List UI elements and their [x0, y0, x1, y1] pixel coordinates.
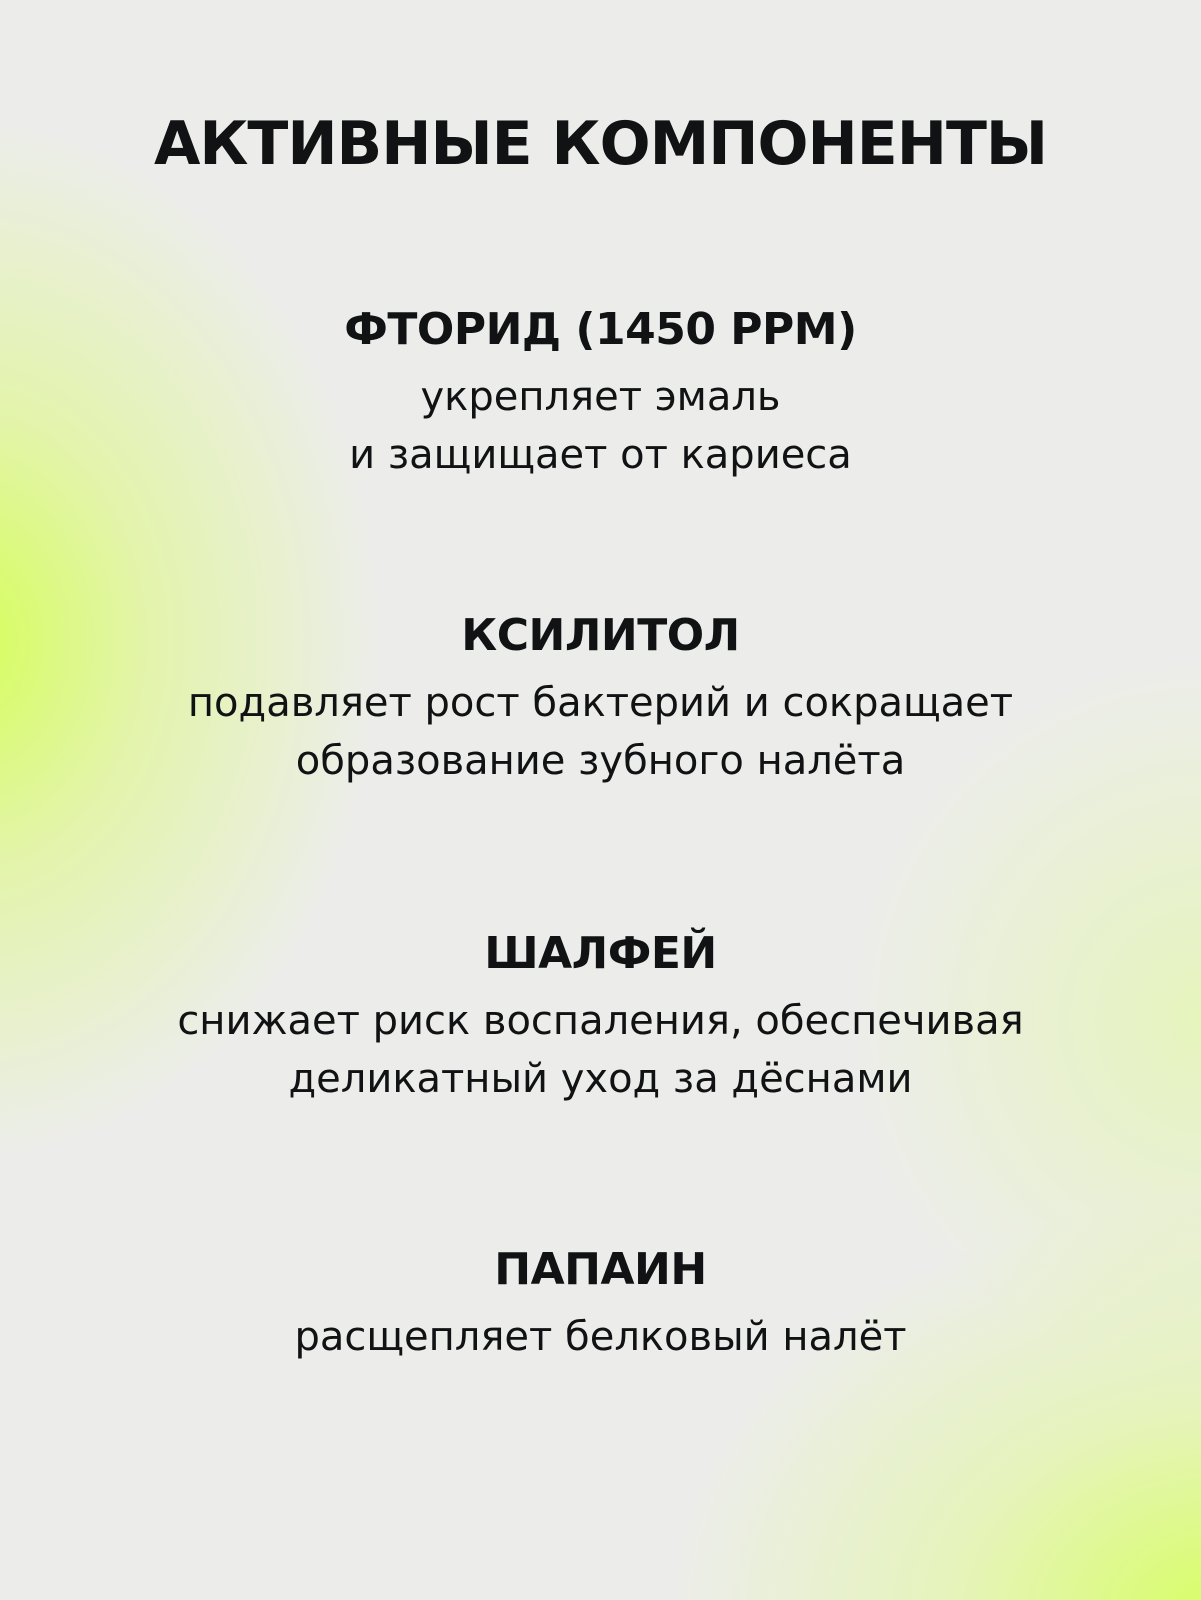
description-line: образование зубного налёта [295, 738, 906, 784]
component-xylitol [0, 606, 1201, 790]
description-line: укрепляет эмаль [420, 374, 781, 420]
component-sage [0, 924, 1201, 1108]
description-line: снижает риск воспаления, обеспечивая [177, 998, 1024, 1044]
description-line: расщепляет белковый налёт [294, 1314, 907, 1360]
component-papain [0, 1240, 1201, 1366]
component-name: ФТОРИД (1450 PPM) [344, 304, 857, 355]
component-description [0, 1308, 1201, 1366]
component-name: КСИЛИТОЛ [461, 610, 740, 661]
component-description [0, 674, 1201, 790]
component-fluoride [0, 300, 1201, 484]
component-name: ПАПАИН [494, 1244, 707, 1295]
page-title: АКТИВНЫЕ КОМПОНЕНТЫ [153, 109, 1048, 179]
description-line: и защищает от кариеса [349, 432, 852, 478]
description-line: деликатный уход за дёснами [288, 1056, 913, 1102]
component-description [0, 992, 1201, 1108]
component-description [0, 368, 1201, 484]
description-line: подавляет рост бактерий и сокращает [187, 680, 1014, 726]
component-name: ШАЛФЕЙ [484, 928, 717, 979]
